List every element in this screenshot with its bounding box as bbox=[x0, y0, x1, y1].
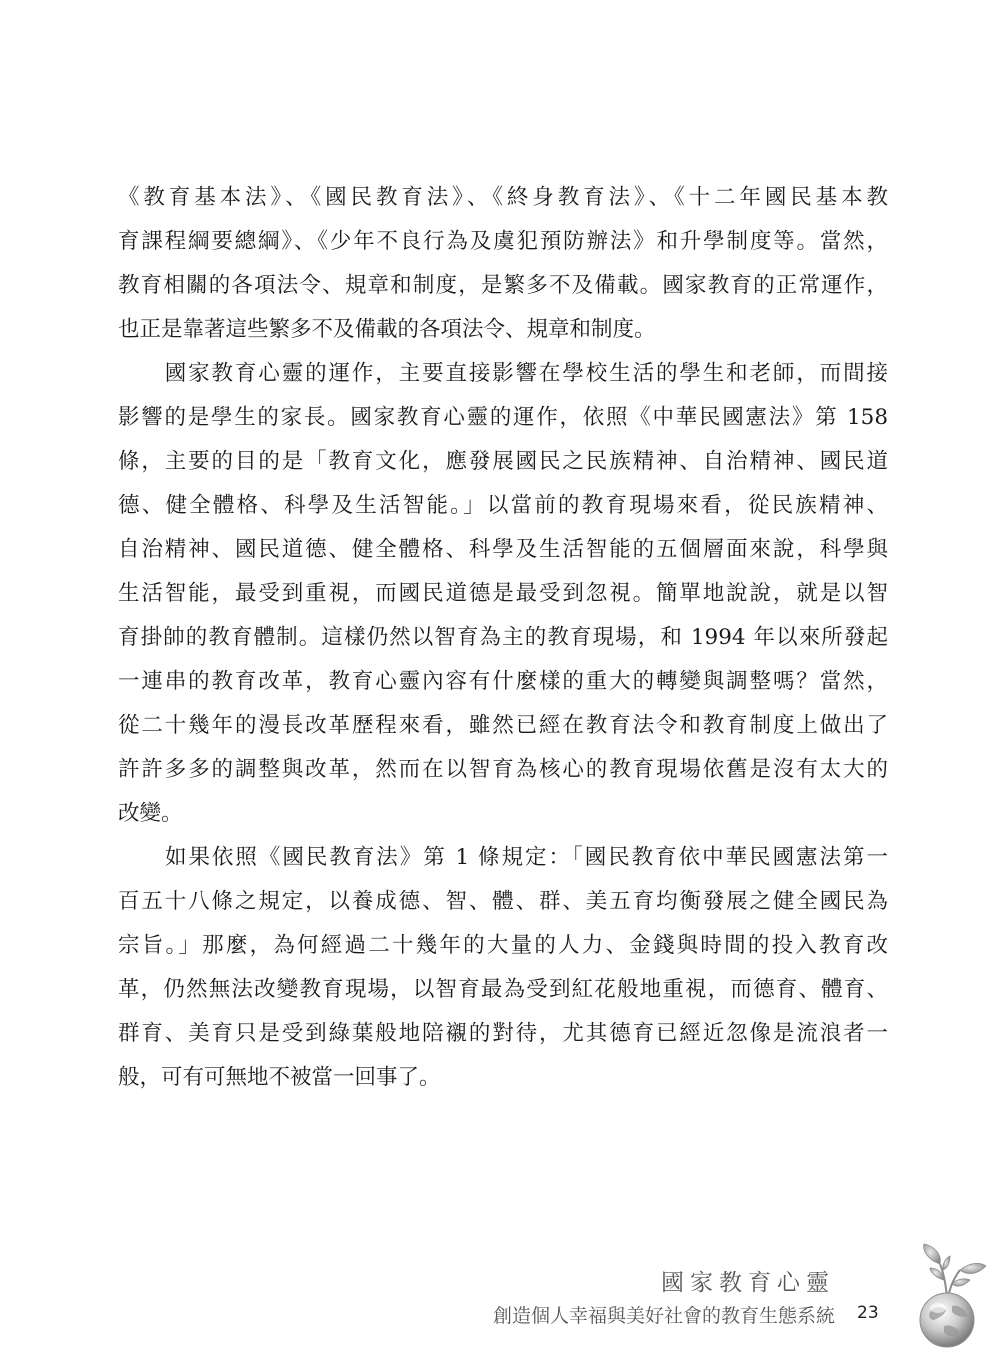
text-line: 德、健全體格、科學及生活智能。」以當前的教育現場來看，從民族精神、 bbox=[118, 493, 888, 518]
book-title: 國家教育心靈 bbox=[661, 1270, 835, 1296]
text-line: 教育相關的各項法令、規章和制度，是繁多不及備載。國家教育的正常運作， bbox=[118, 273, 888, 298]
text-line: 生活智能，最受到重視，而國民道德是最受到忽視。簡單地說說，就是以智 bbox=[118, 581, 888, 606]
text-line: 般，可有可無地不被當一回事了。 bbox=[118, 1065, 441, 1090]
globe-sprout-icon bbox=[900, 1240, 994, 1350]
text-line: 影響的是學生的家長。國家教育心靈的運作，依照《中華民國憲法》第 158 bbox=[118, 405, 888, 430]
text-line: 許許多多的調整與改革，然而在以智育為核心的教育現場依舊是沒有太大的 bbox=[118, 757, 888, 782]
text-line: 《教育基本法》、《國民教育法》、《終身教育法》、《十二年國民基本教 bbox=[118, 185, 888, 210]
text-line: 群育、美育只是受到綠葉般地陪襯的對待，尤其德育已經近忽像是流浪者一 bbox=[118, 1021, 888, 1046]
paragraph bbox=[118, 176, 888, 352]
page-number: 23 bbox=[857, 1303, 879, 1323]
text-line: 宗旨。」那麼，為何經過二十幾年的大量的人力、金錢與時間的投入教育改 bbox=[118, 933, 888, 958]
page-body bbox=[118, 176, 888, 1100]
text-line: 條，主要的目的是「教育文化，應發展國民之民族精神、自治精神、國民道 bbox=[118, 449, 888, 474]
text-line: 育課程綱要總綱》、《少年不良行為及虞犯預防辦法》和升學制度等。當然， bbox=[118, 229, 888, 254]
text-line: 自治精神、國民道德、健全體格、科學及生活智能的五個層面來說，科學與 bbox=[118, 537, 888, 562]
text-line: 改變。 bbox=[118, 801, 183, 826]
paragraph bbox=[118, 836, 888, 1100]
text-line: 育掛帥的教育體制。這樣仍然以智育為主的教育現場，和 1994 年以來所發起 bbox=[118, 625, 888, 650]
text-line: 革，仍然無法改變教育現場，以智育最為受到紅花般地重視，而德育、體育、 bbox=[118, 977, 888, 1002]
paragraph bbox=[118, 352, 888, 836]
text-line: 一連串的教育改革，教育心靈內容有什麼樣的重大的轉變與調整嗎？當然， bbox=[118, 669, 888, 694]
text-line: 百五十八條之規定，以養成德、智、體、群、美五育均衡發展之健全國民為 bbox=[118, 889, 888, 914]
book-subtitle: 創造個人幸福與美好社會的教育生態系統 bbox=[492, 1305, 835, 1327]
text-line: 也正是靠著這些繁多不及備載的各項法令、規章和制度。 bbox=[118, 317, 656, 342]
text-line: 如果依照《國民教育法》第 1 條規定：「國民教育依中華民國憲法第一 bbox=[118, 845, 888, 870]
text-line: 國家教育心靈的運作，主要直接影響在學校生活的學生和老師，而間接 bbox=[118, 361, 888, 386]
text-line: 從二十幾年的漫長改革歷程來看，雖然已經在教育法令和教育制度上做出了 bbox=[118, 713, 888, 738]
